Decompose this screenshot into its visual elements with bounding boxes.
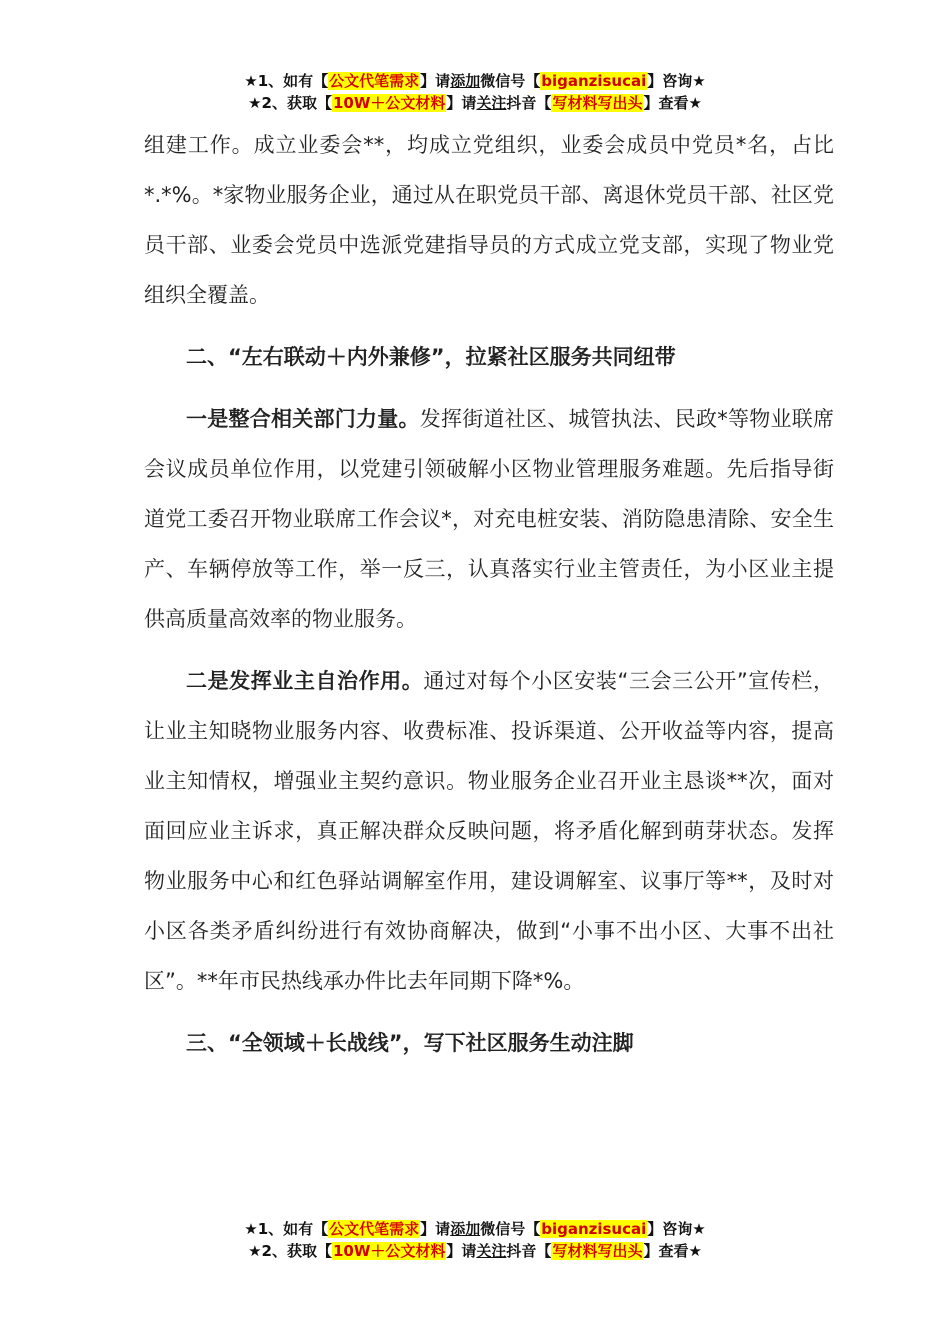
banner-text: 】查看★ xyxy=(643,1242,702,1260)
banner-underline: 添加 xyxy=(450,1220,481,1238)
banner-line-1 xyxy=(0,1218,950,1240)
banner-text: 】请 xyxy=(446,1242,477,1260)
paragraph-lead: 一是整合相关部门力量。 xyxy=(186,407,420,431)
bottom-banner xyxy=(0,1218,950,1262)
banner-text: 】请 xyxy=(420,72,451,90)
banner-line-2 xyxy=(0,1240,950,1262)
banner-underline: 关注 xyxy=(476,1242,507,1260)
banner-text: ★2、获取【 xyxy=(248,94,332,112)
paragraph-continued: 组建工作。成立业委会**，均成立党组织，业委会成员中党员*名，占比*.*%。*家物业服务企业，通过从在职党员干部、离退休党员干部、社区党员干部、业委会党员中选派党建指导员的方式成立党支部，实现了物业党组织全覆盖。 xyxy=(144,133,834,307)
banner-underline: 添加 xyxy=(450,72,481,90)
banner-underline: 关注 xyxy=(476,94,507,112)
paragraph-1 xyxy=(144,394,834,644)
paragraph-lead: 二是发挥业主自治作用。 xyxy=(186,669,424,693)
banner-text: 微信号【 xyxy=(480,72,541,90)
banner-highlight: biganzisucai xyxy=(541,1220,647,1238)
banner-highlight: 10W＋公文材料 xyxy=(332,1242,446,1260)
banner-text: 】咨询★ xyxy=(647,72,706,90)
banner-highlight: 10W＋公文材料 xyxy=(332,94,446,112)
paragraph-2 xyxy=(144,656,834,1006)
paragraph-text: 发挥街道社区、城管执法、民政*等物业联席会议成员单位作用，以党建引领破解小区物业管理服务难题。先后指导街道党工委召开物业联席工作会议*，对充电桩安装、消防隐患清除、安全生产、车辆停放等工作，举一反三，认真落实行业主管责任，为小区业主提供高质量高效率的物业服务。 xyxy=(144,407,834,631)
banner-highlight: 写材料写出头 xyxy=(552,1242,643,1260)
banner-text: 】请 xyxy=(420,1220,451,1238)
banner-line-1 xyxy=(0,70,950,92)
banner-highlight: 公文代笔需求 xyxy=(329,1220,420,1238)
banner-line-2 xyxy=(0,92,950,114)
banner-text: 】请 xyxy=(446,94,477,112)
section-heading-2: 二、“左右联动＋内外兼修”，拉紧社区服务共同纽带 xyxy=(186,345,676,369)
banner-text: 抖音【 xyxy=(506,1242,552,1260)
banner-text: ★2、获取【 xyxy=(248,1242,332,1260)
banner-text: 】咨询★ xyxy=(647,1220,706,1238)
banner-highlight: 公文代笔需求 xyxy=(329,72,420,90)
banner-highlight: biganzisucai xyxy=(541,72,647,90)
banner-text: 微信号【 xyxy=(480,1220,541,1238)
banner-text: 】查看★ xyxy=(643,94,702,112)
document-body xyxy=(144,120,834,1068)
banner-text: 抖音【 xyxy=(506,94,552,112)
top-banner xyxy=(0,70,950,114)
paragraph-text: 通过对每个小区安装“三会三公开”宣传栏，让业主知晓物业服务内容、收费标准、投诉渠道、公开收益等内容，提高业主知情权，增强业主契约意识。物业服务企业召开业主恳谈**次，面对面回应业主诉求，真正解决群众反映问题，将矛盾化解到萌芽状态。发挥物业服务中心和红色驿站调解室作用，建设调解室、议事厅等**，及时对小区各类矛盾纠纷进行有效协商解决，做到“小事不出小区、大事不出社区”。**年市民热线承办件比去年同期下降*%。 xyxy=(144,669,835,993)
banner-text: ★1、如有【 xyxy=(244,72,329,90)
section-heading-3: 三、“全领域＋长战线”，写下社区服务生动注脚 xyxy=(186,1031,634,1055)
banner-text: ★1、如有【 xyxy=(244,1220,329,1238)
banner-highlight: 写材料写出头 xyxy=(552,94,643,112)
